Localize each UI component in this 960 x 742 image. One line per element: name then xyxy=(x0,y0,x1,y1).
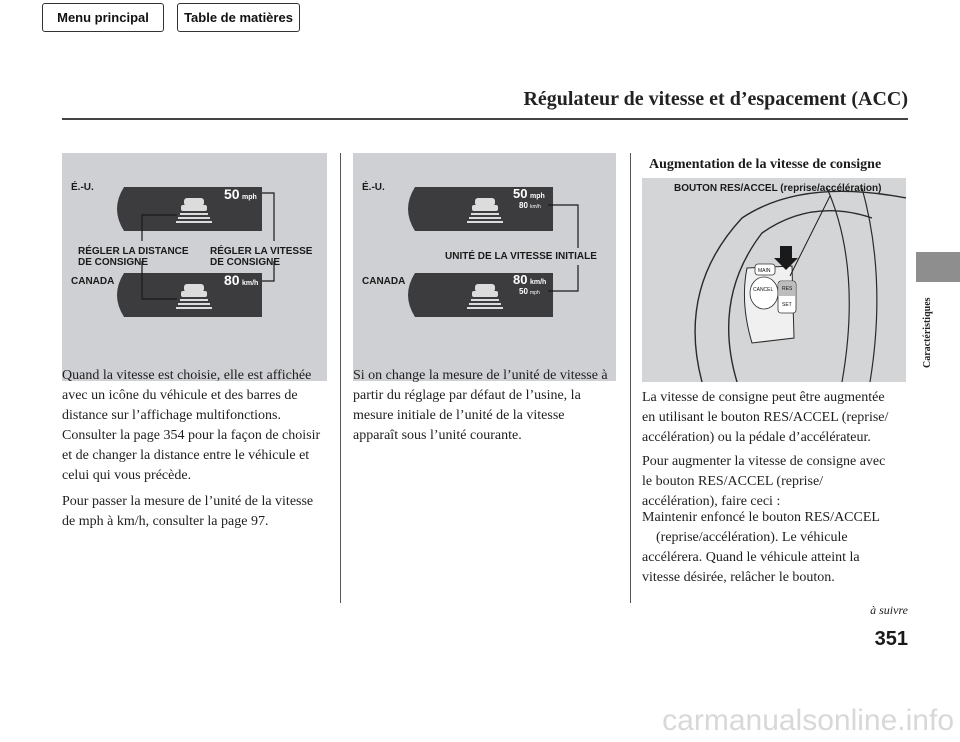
label-res-accel-button: BOUTON RES/ACCEL (reprise/accélération) xyxy=(674,183,882,194)
wheel-spoke xyxy=(827,188,849,382)
ca-sub-unit: mph xyxy=(530,290,540,296)
label-set-distance: RÉGLER LA DISTANCE DE CONSIGNE xyxy=(78,246,189,268)
paragraph-unit-change: Pour passer la mesure de l’unité de la vitesse de mph à km/h, consulter la page 97. xyxy=(62,494,314,529)
steering-wheel-illustration xyxy=(642,178,906,382)
cancel-button xyxy=(750,277,778,309)
watermark: carmanualsonline.info xyxy=(662,704,954,737)
display-illustration xyxy=(353,153,616,381)
table-of-contents-button[interactable]: Table de matières xyxy=(177,3,300,32)
main-button-label: MAIN xyxy=(758,268,771,274)
region-label-us: É.-U. xyxy=(362,182,385,193)
us-speed-unit: mph xyxy=(242,194,257,201)
paragraph-res-accel-steps: Pour augmenter la vitesse de consigne avec le bouton RES/ACCEL (reprise/ accélération), faire ceci : xyxy=(642,454,886,509)
region-label-canada: CANADA xyxy=(71,276,115,287)
figure-display-settings xyxy=(62,153,327,381)
paragraph-increase-speed: La vitesse de consigne peut être augmentée en utilisant le bouton RES/ACCEL (reprise/ accélération) ou la pédale d’accélérateur. xyxy=(642,390,889,445)
ca-sub-speed: 50 xyxy=(519,287,528,296)
ca-speed-readout: 80 xyxy=(224,272,240,288)
section-tab[interactable] xyxy=(916,252,960,282)
res-button-label: RES xyxy=(782,286,793,292)
ca-speed-readout: 80 xyxy=(513,272,528,287)
label-initial-unit: UNITÉ DE LA VITESSE INITIALE xyxy=(445,251,597,262)
callout-line xyxy=(790,196,830,276)
header-rule xyxy=(62,118,908,120)
us-sub-unit: km/h xyxy=(530,204,541,210)
page-title: Régulateur de vitesse et d’espacement (ACC) xyxy=(523,88,908,110)
ca-speed-unit: km/h xyxy=(530,279,547,286)
section-heading: Augmentation de la vitesse de consigne xyxy=(649,157,882,172)
continued-note: à suivre xyxy=(870,603,908,617)
paragraph-hold-button: Maintenir enfoncé le bouton RES/ACCEL (reprise/accélération). Le véhicule accélérera. Quand le véhicule atteint la vitesse désirée, relâcher le bouton. xyxy=(642,510,880,585)
paragraph-speed-display: Quand la vitesse est choisie, elle est affichée avec un icône du véhicule et des barres de distance sur l’affichage multifonctions. Consulter la page 354 pour la façon de choisir et de changer la distance entre le véhicule et celui qui vous précède. xyxy=(62,368,321,483)
cancel-button-label: CANCEL xyxy=(753,287,774,293)
column-divider-2 xyxy=(630,153,631,603)
figure-steering-wheel-buttons xyxy=(642,178,906,382)
us-speed-unit: mph xyxy=(530,193,545,200)
label-set-speed: RÉGLER LA VITESSE DE CONSIGNE xyxy=(210,246,313,268)
section-tab-label: Caractéristiques xyxy=(922,297,933,368)
page-number: 351 xyxy=(874,628,908,650)
region-label-canada: CANADA xyxy=(362,276,406,287)
paragraph-initial-unit: Si on change la mesure de l’unité de vitesse à partir du réglage par défaut de l’usine, la mesure initiale de l’unité de la vitesse apparaît sous l’unité courante. xyxy=(353,368,608,443)
wheel-hub-edge xyxy=(862,188,877,382)
us-sub-speed: 80 xyxy=(519,201,528,210)
region-label-us: É.-U. xyxy=(71,182,94,193)
menu-principal-button[interactable]: Menu principal xyxy=(42,3,164,32)
figure-initial-unit xyxy=(353,153,616,381)
ca-speed-unit: km/h xyxy=(242,280,259,287)
column-divider-1 xyxy=(340,153,341,603)
set-button-label: SET xyxy=(782,302,792,308)
us-speed-readout: 50 xyxy=(513,186,528,201)
us-speed-readout: 50 xyxy=(224,186,240,202)
